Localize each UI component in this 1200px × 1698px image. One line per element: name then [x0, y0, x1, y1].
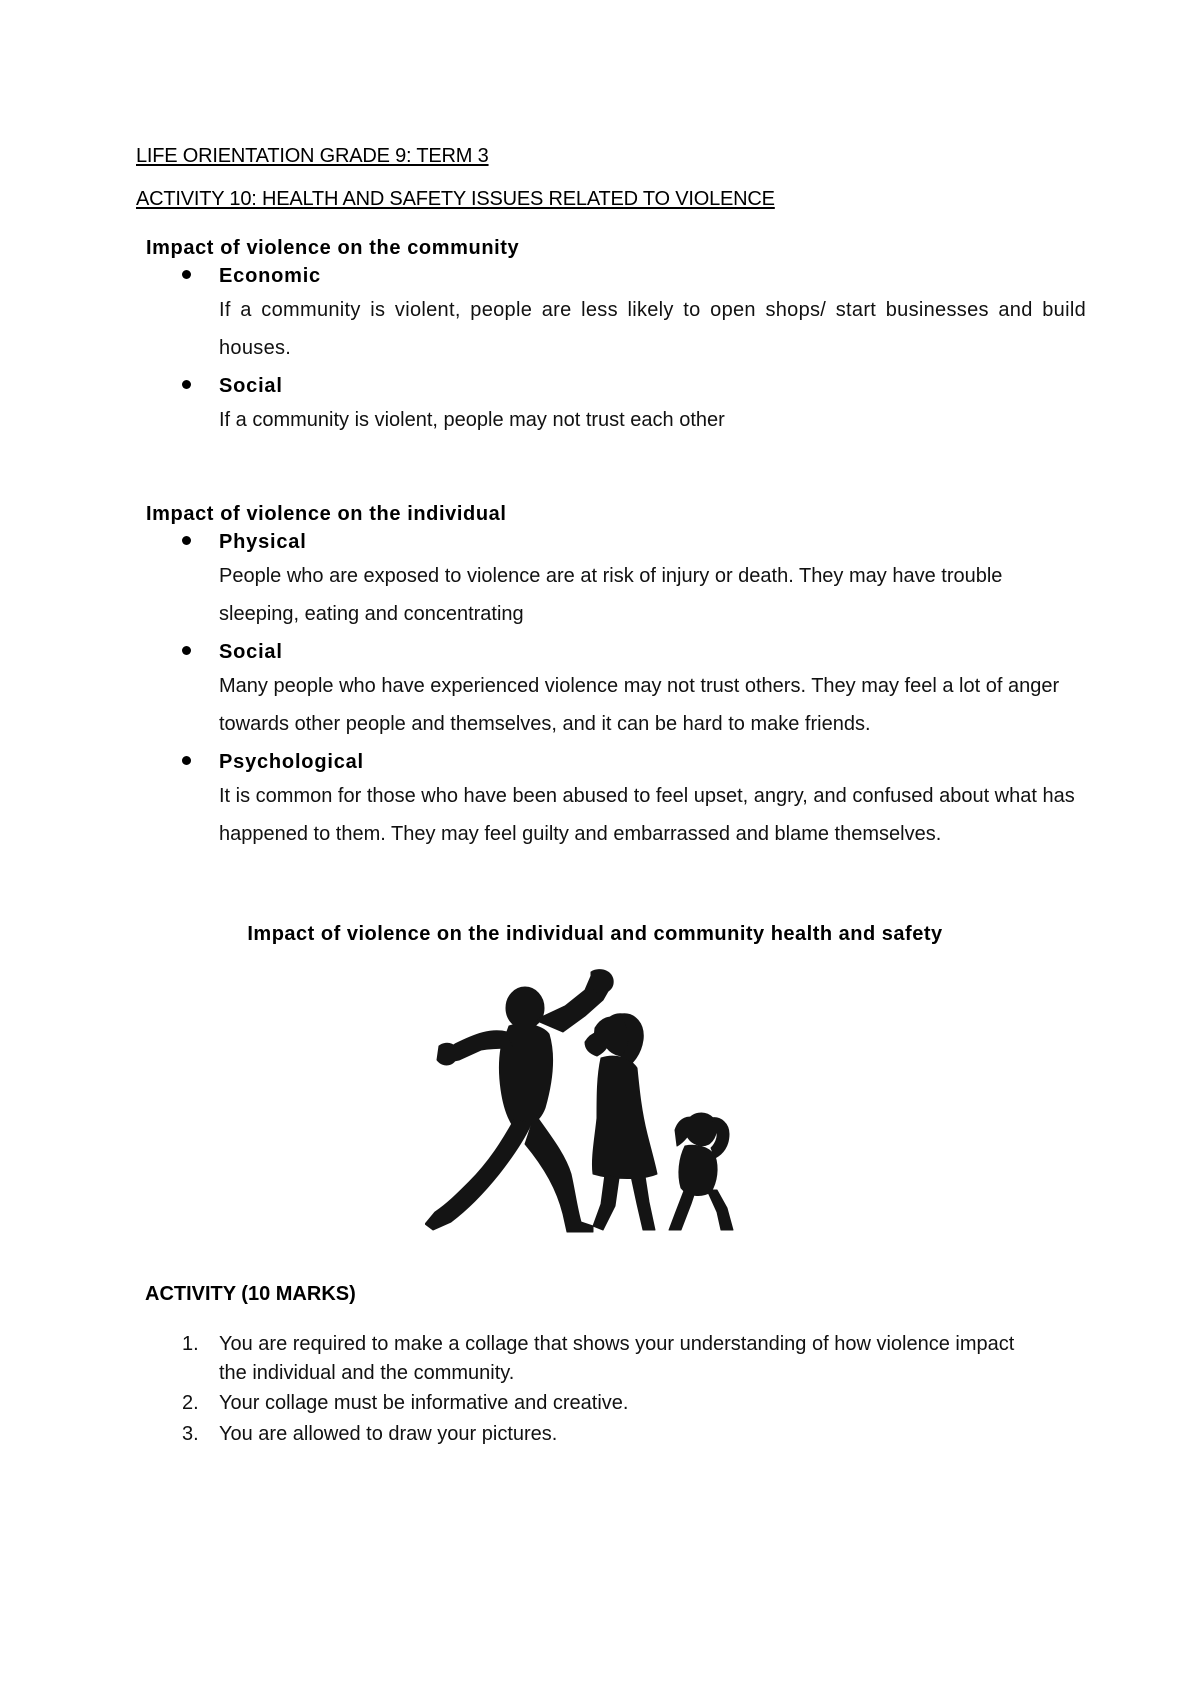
list-item: [146, 260, 1086, 367]
list-number: 2.: [182, 1392, 199, 1414]
bullet-text: People who are exposed to violence are at risk of injury or death. They may have trouble sleeping, eating and concentrating: [219, 565, 1003, 625]
community-section-title: Impact of violence on the community: [146, 237, 520, 259]
activity-marks-title: ACTIVITY (10 MARKS): [145, 1283, 356, 1305]
list-number: 3.: [182, 1422, 199, 1445]
list-item: [146, 1420, 1046, 1449]
list-item: [146, 636, 1086, 743]
bullet-label: Economic: [219, 265, 321, 287]
list-item: [146, 1330, 1046, 1387]
community-bullet-list: [146, 260, 1086, 443]
bullet-icon: [182, 756, 191, 765]
list-item: [146, 526, 1086, 633]
violence-silhouette-icon: [425, 968, 770, 1233]
bullet-text: It is common for those who have been abused to feel upset, angry, and confused about what has happened to them. They may feel guilty and embarrassed and blame themselves.: [219, 785, 1075, 845]
bullet-icon: [182, 646, 191, 655]
task-text: You are allowed to draw your pictures.: [219, 1422, 558, 1445]
bullet-text: If a community is violent, people are less likely to open shops/ start businesses and build houses.: [219, 299, 1086, 359]
bullet-text: If a community is violent, people may not trust each other: [219, 409, 725, 431]
individual-bullet-list: [146, 526, 1086, 856]
list-item: [146, 370, 1086, 440]
task-text: Your collage must be informative and creative.: [219, 1392, 629, 1414]
bullet-label: Social: [219, 641, 283, 663]
individual-section-title: Impact of violence on the individual: [146, 503, 507, 525]
list-number: 1.: [182, 1333, 199, 1355]
bullet-label: Physical: [219, 531, 307, 553]
bullet-icon: [182, 536, 191, 545]
bullet-icon: [182, 270, 191, 279]
bullet-text: Many people who have experienced violence may not trust others. They may feel a lot of anger towards other people and themselves, and it can be hard to make friends.: [219, 675, 1060, 735]
task-list: [146, 1330, 1046, 1450]
figure-caption-text: Impact of violence on the individual and community health and safety: [247, 923, 943, 945]
task-text: You are required to make a collage that shows your understanding of how violence impact the individual and the community.: [219, 1333, 1015, 1384]
document-title: LIFE ORIENTATION GRADE 9: TERM 3: [136, 145, 489, 167]
figure-caption: [0, 923, 1200, 946]
bullet-label: Psychological: [219, 751, 364, 773]
list-item: [146, 746, 1086, 853]
activity-heading: ACTIVITY 10: HEALTH AND SAFETY ISSUES RELATED TO VIOLENCE: [136, 188, 775, 210]
bullet-icon: [182, 380, 191, 389]
list-item: [146, 1389, 1046, 1418]
bullet-label: Social: [219, 375, 283, 397]
